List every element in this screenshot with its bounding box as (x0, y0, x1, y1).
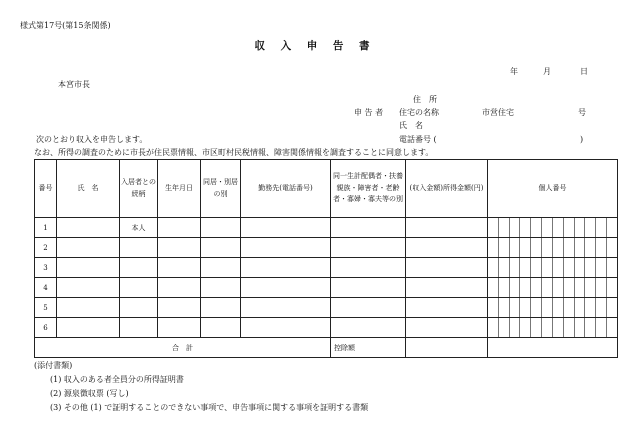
header-relation: 入居者との続柄 (120, 160, 158, 218)
relation-cell[interactable] (120, 318, 158, 338)
date-month-label: 月 (543, 67, 551, 76)
date-year-label: 年 (510, 67, 518, 76)
id-number-cell[interactable] (488, 278, 618, 298)
declaration-text: 次のとおり収入を申告します。 (36, 135, 148, 144)
table-header-row (35, 160, 618, 218)
phone-close-paren: ) (580, 135, 584, 144)
total-row (35, 338, 618, 358)
residence-cell[interactable] (201, 318, 241, 338)
total-blank-cell (488, 338, 618, 358)
row-number: 4 (35, 278, 57, 298)
id-number-cell[interactable] (488, 238, 618, 258)
dependents-cell[interactable] (331, 258, 406, 278)
dependents-cell[interactable] (331, 278, 406, 298)
phone-label: 電話番号 ( (399, 135, 437, 144)
birthdate-cell[interactable] (158, 278, 201, 298)
name-cell[interactable] (57, 278, 120, 298)
income-cell[interactable] (406, 318, 488, 338)
employer-cell[interactable] (241, 258, 331, 278)
employer-cell[interactable] (241, 318, 331, 338)
income-table (34, 159, 618, 358)
birthdate-cell[interactable] (158, 238, 201, 258)
attachment-item: (3) その他 (1) で証明することのできない事項で、申告事項に関する事項を証明する書類 (50, 403, 369, 412)
relation-cell[interactable]: 本人 (120, 218, 158, 238)
header-name: 氏 名 (57, 160, 120, 218)
date-day-label: 日 (580, 67, 588, 76)
id-number-cell[interactable] (488, 298, 618, 318)
housing-name-value: 市営住宅 (482, 108, 514, 117)
table-row (35, 218, 618, 238)
row-number: 1 (35, 218, 57, 238)
relation-cell[interactable] (120, 278, 158, 298)
id-number-cell[interactable] (488, 218, 618, 238)
relation-cell[interactable] (120, 298, 158, 318)
income-cell[interactable] (406, 258, 488, 278)
header-birthdate: 生年月日 (158, 160, 201, 218)
form-number: 様式第17号(第15条関係) (20, 21, 111, 30)
header-number: 番号 (35, 160, 57, 218)
income-cell[interactable] (406, 238, 488, 258)
dependents-cell[interactable] (331, 298, 406, 318)
header-dependents: 同一生計配偶者・扶養親族・障害者・老齢者・寡婦・寡夫等の別 (331, 160, 406, 218)
row-number: 2 (35, 238, 57, 258)
dependents-cell[interactable] (331, 318, 406, 338)
dependents-cell[interactable] (331, 238, 406, 258)
table-row (35, 318, 618, 338)
relation-cell[interactable] (120, 238, 158, 258)
id-number-cell[interactable] (488, 258, 618, 278)
deduction-label: 控除額 (331, 338, 406, 358)
table-row (35, 278, 618, 298)
residence-cell[interactable] (201, 278, 241, 298)
room-number-label: 号 (578, 108, 586, 117)
header-income: (収入金額)所得金額(円) (406, 160, 488, 218)
birthdate-cell[interactable] (158, 218, 201, 238)
employer-cell[interactable] (241, 238, 331, 258)
relation-cell[interactable] (120, 258, 158, 278)
header-id-number: 個人番号 (488, 160, 618, 218)
document-title: 収 入 申 告 書 (254, 40, 376, 52)
consent-text: なお、所得の調査のために市長が住民票情報、市区町村民税情報、障害関係情報を調査することに同意します。 (34, 148, 434, 157)
birthdate-cell[interactable] (158, 318, 201, 338)
name-cell[interactable] (57, 258, 120, 278)
name-cell[interactable] (57, 238, 120, 258)
employer-cell[interactable] (241, 298, 331, 318)
birthdate-cell[interactable] (158, 298, 201, 318)
name-cell[interactable] (57, 318, 120, 338)
name-label: 氏 名 (399, 121, 423, 130)
total-income-cell[interactable] (406, 338, 488, 358)
row-number: 6 (35, 318, 57, 338)
income-cell[interactable] (406, 278, 488, 298)
residence-cell[interactable] (201, 218, 241, 238)
employer-cell[interactable] (241, 278, 331, 298)
name-cell[interactable] (57, 298, 120, 318)
income-cell[interactable] (406, 218, 488, 238)
attachments-heading: (添付書類) (34, 361, 73, 370)
addressee: 本宮市長 (58, 80, 90, 89)
birthdate-cell[interactable] (158, 258, 201, 278)
residence-cell[interactable] (201, 298, 241, 318)
header-employer: 勤務先(電話番号) (241, 160, 331, 218)
attachment-item: (2) 源泉徴収票 (写し) (50, 389, 129, 398)
employer-cell[interactable] (241, 218, 331, 238)
table-row (35, 258, 618, 278)
table-row (35, 238, 618, 258)
dependents-cell[interactable] (331, 218, 406, 238)
declarant-label: 申 告 者 (354, 108, 384, 117)
residence-cell[interactable] (201, 258, 241, 278)
table-row (35, 298, 618, 318)
income-cell[interactable] (406, 298, 488, 318)
header-residence: 同居・別居の別 (201, 160, 241, 218)
row-number: 3 (35, 258, 57, 278)
row-number: 5 (35, 298, 57, 318)
residence-cell[interactable] (201, 238, 241, 258)
address-label: 住 所 (413, 95, 437, 104)
housing-name-label: 住宅の名称 (399, 108, 439, 117)
name-cell[interactable] (57, 218, 120, 238)
total-label: 合 計 (35, 338, 331, 358)
id-number-cell[interactable] (488, 318, 618, 338)
attachment-item: (1) 収入のある者全員分の所得証明書 (50, 375, 184, 384)
